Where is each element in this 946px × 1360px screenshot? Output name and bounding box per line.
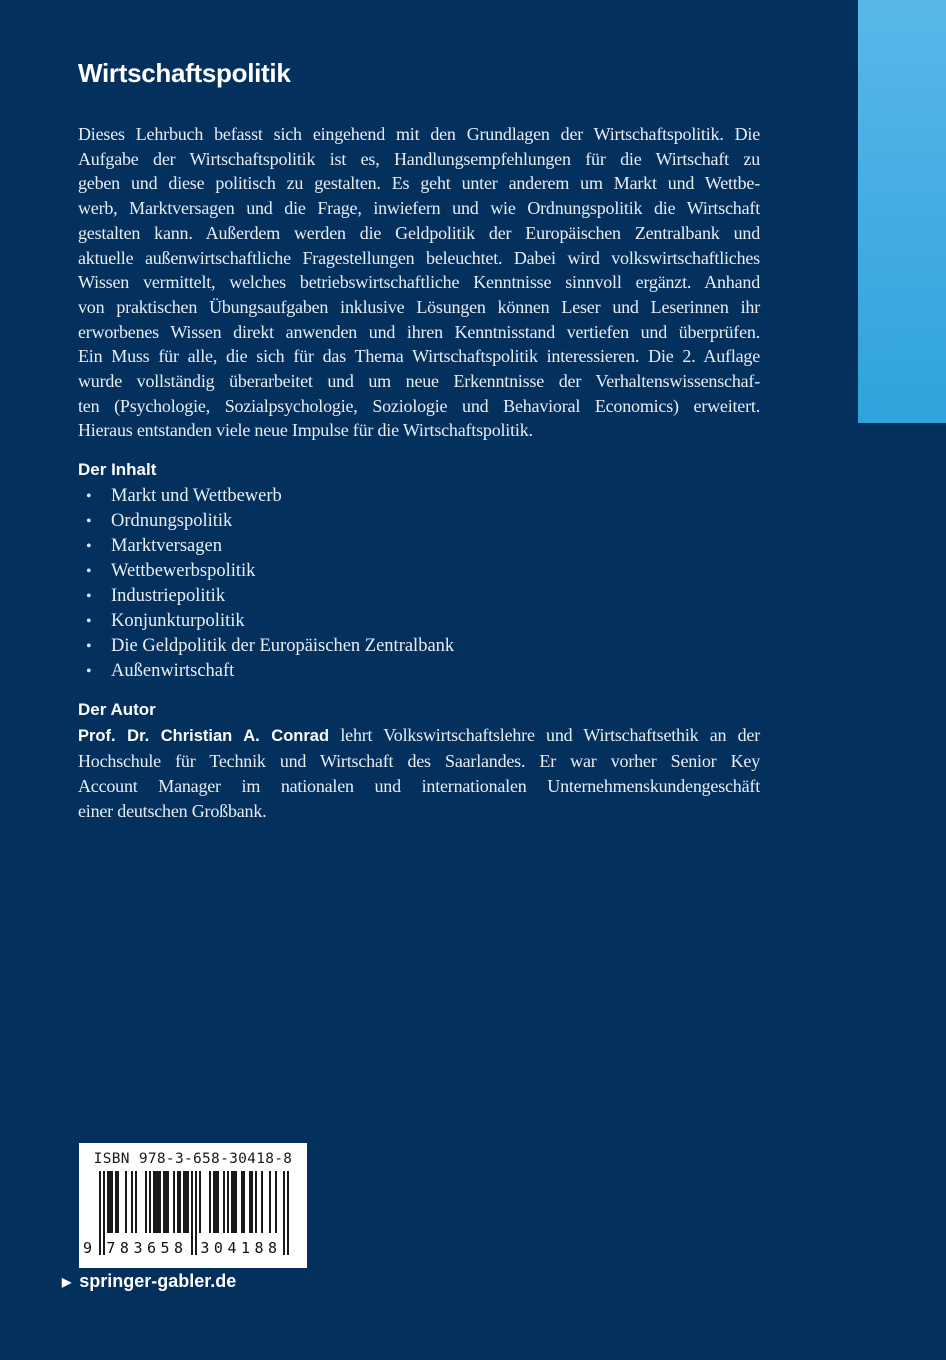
author-remaining-lines: Hochschule für Technik und Wirtschaft des Saarlandes. Er war vorher Senior Key Account Manager im nationalen und internationalen Unternehmenskundengeschäft einer deutschen Großbank. [78,751,760,821]
list-item [78,659,454,684]
list-item-label: Außenwirtschaft [111,661,235,681]
list-item [78,634,454,659]
list-item-label: Die Geldpolitik der Europäischen Zentralbank [111,636,455,656]
list-item-label: Industriepolitik [111,586,226,606]
barcode-digit-lead: 9 [83,1239,93,1257]
bullet-icon: • [86,538,92,555]
bullet-icon: • [86,588,92,605]
bullet-icon: • [86,563,92,580]
barcode-digits-left: 783658 [106,1239,188,1257]
author-paragraph [78,723,760,824]
isbn-box [79,1143,307,1268]
list-item [78,484,454,509]
website-text: springer-gabler.de [79,1271,237,1291]
page-title: Wirtschaftspolitik [78,58,291,88]
list-item-label: Markt und Wettbewerb [111,486,282,506]
contents-heading: Der Inhalt [78,460,157,479]
bullet-icon: • [86,513,92,530]
bullet-icon: • [86,488,92,505]
isbn-label: ISBN 978-3-658-30418-8 [93,1151,293,1167]
list-item [78,509,454,534]
list-item [78,559,454,584]
contents-list [78,484,454,684]
publisher-website [62,1271,236,1292]
list-item-label: Konjunkturpolitik [111,611,245,631]
list-item-label: Marktversagen [111,536,222,556]
accent-stripe [858,0,946,423]
bullet-icon: • [86,613,92,630]
bullet-icon: • [86,638,92,655]
list-item-label: Wettbewerbspolitik [111,561,256,581]
barcode [83,1171,289,1257]
list-item-label: Ordnungspolitik [111,511,233,531]
list-item [78,609,454,634]
list-item [78,534,454,559]
list-item [78,584,454,609]
arrow-icon: ▶ [62,1274,72,1289]
author-name: Prof. Dr. Christian A. Conrad [78,727,330,745]
author-first-line-rest: lehrt Volkswirtschaftslehre und Wirtschaftsethik an der [329,725,760,745]
bullet-icon: • [86,663,92,680]
author-first-line [78,723,760,749]
author-heading: Der Autor [78,700,156,719]
description-paragraph: Dieses Lehrbuch befasst sich eingehend mit den Grundlagen der Wirtschaftspolitik. Die Aufgabe der Wirtschaftspolitik ist es, Handlungsempfehlungen für die Wirtschaft zu geben und diese politisch zu gestalten. Es geht unter anderem um Markt und Wettbe- werb, Marktversagen und die Frage, inwiefern und wie Ordnungspolitik die Wirtschaft gestalten kann. Außerdem werden die Geldpolitik der Europäischen Zentralbank und aktuelle außenwirtschaftliche Fragestellungen beleuchtet. Dabei wird volkswirtschaftliches Wissen vermittelt, welches betriebswirtschaftliche Kenntnisse sinnvoll ergänzt. Anhand von praktischen Übungsaufgaben inklusive Lösungen können Leser und Leserinnen ihr erworbenes Wissen direkt anwenden und ihren Kenntnisstand vertiefen und überprüfen. Ein Muss für alle, die sich für das Thema Wirtschaftspolitik interessieren. Die 2. Auflage wurde vollständig überarbeitet und um neue Erkenntnisse der Verhaltenswissenschaf- ten (Psychologie, Sozialpsychologie, Soziologie und Behavioral Economics) erweitert. Hieraus entstanden viele neue Impulse für die Wirtschaftspolitik. [78,124,760,441]
barcode-digits-right: 304188 [200,1239,282,1257]
